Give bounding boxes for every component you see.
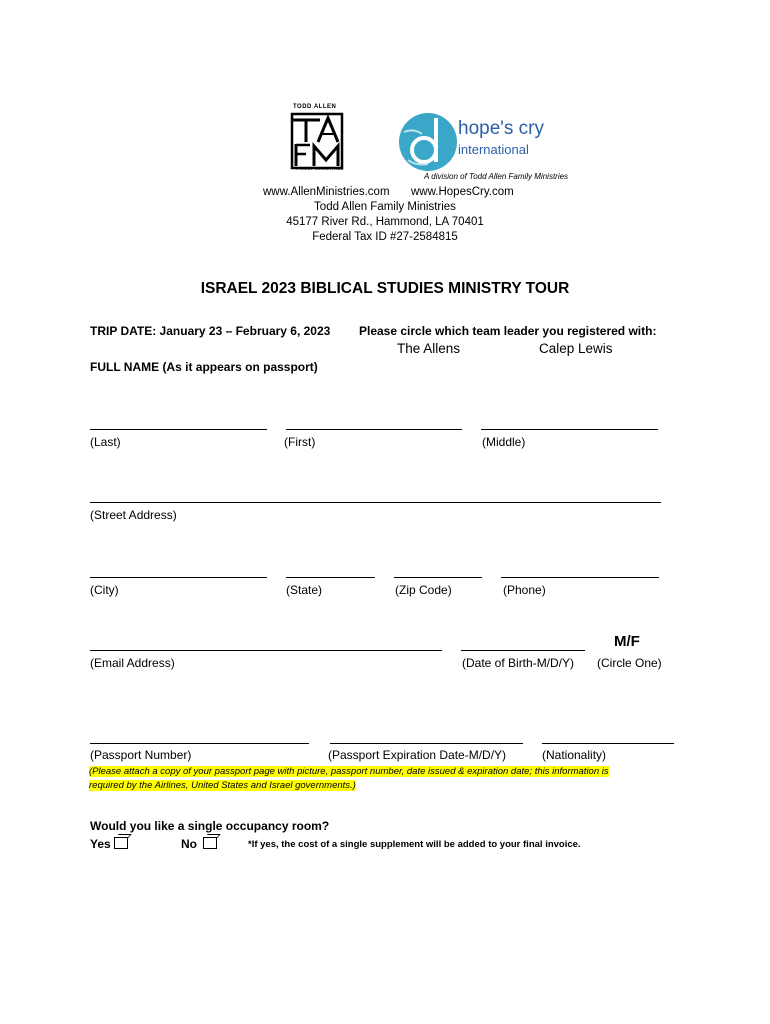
hopes-cry-name: hope's cry	[458, 118, 545, 139]
page-title: ISRAEL 2023 BIBLICAL STUDIES MINISTRY TOUR	[200, 280, 570, 297]
org-address: 45177 River Rd., Hammond, LA 70401	[286, 216, 484, 228]
city-label: (City)	[90, 583, 119, 597]
team-leader-prompt: Please circle which team leader you registered with:	[359, 324, 657, 338]
phone-field[interactable]	[501, 577, 659, 578]
full-name-label: FULL NAME (As it appears on passport)	[90, 360, 318, 374]
tafm-logo	[290, 108, 346, 174]
tafm-logo-bottom-text: FAMILY MINISTRIES	[296, 166, 344, 171]
email-label: (Email Address)	[90, 656, 175, 670]
date-of-birth-label: (Date of Birth-M/D/Y)	[462, 656, 575, 670]
passport-note-line-2: required by the Airlines, United States and Israel governments.)	[89, 780, 356, 791]
city-field[interactable]	[90, 577, 267, 578]
website-hopes-cry[interactable]: www.HopesCry.com	[411, 186, 514, 198]
passport-number-label: (Passport Number)	[90, 748, 192, 762]
last-name-label: (Last)	[90, 435, 121, 449]
date-of-birth-field[interactable]	[461, 650, 585, 651]
single-room-no-option[interactable]	[181, 837, 217, 851]
middle-name-field[interactable]	[481, 429, 658, 430]
first-name-field[interactable]	[286, 429, 462, 430]
phone-label: (Phone)	[503, 583, 546, 597]
hopes-cry-logo-mark	[394, 110, 464, 174]
street-address-field[interactable]	[90, 502, 661, 503]
single-room-no-label: No	[181, 837, 197, 851]
passport-note-line-1: (Please attach a copy of your passport page with picture, passport number, date issued & expiration date; this information is	[89, 766, 609, 777]
passport-number-field[interactable]	[90, 743, 309, 744]
passport-expiration-field[interactable]	[330, 743, 523, 744]
state-field[interactable]	[286, 577, 375, 578]
org-name: Todd Allen Family Ministries	[314, 201, 456, 213]
zip-code-label: (Zip Code)	[395, 583, 452, 597]
nationality-field[interactable]	[542, 743, 674, 744]
passport-expiration-label: (Passport Expiration Date-M/D/Y)	[328, 748, 507, 762]
sex-mf-option[interactable]: M/F	[614, 633, 640, 650]
division-tagline: A division of Todd Allen Family Ministries	[424, 172, 569, 181]
tax-id: Federal Tax ID #27-2584815	[312, 231, 458, 243]
single-room-yes-option[interactable]	[90, 837, 128, 851]
trip-date: TRIP DATE: January 23 – February 6, 2023	[90, 324, 331, 338]
circle-one-label: (Circle One)	[597, 656, 662, 670]
team-leader-option-allens[interactable]: The Allens	[397, 341, 461, 356]
middle-name-label: (Middle)	[482, 435, 526, 449]
checkbox-icon[interactable]	[203, 837, 217, 849]
state-label: (State)	[286, 583, 323, 597]
tafm-logo-top-text: TODD ALLEN	[293, 104, 337, 110]
hopes-cry-international: international	[458, 142, 529, 157]
single-room-yes-label: Yes	[90, 837, 111, 851]
team-leader-option-calep-lewis[interactable]: Calep Lewis	[539, 341, 613, 356]
single-supplement-note: *If yes, the cost of a single supplement will be added to your final invoice.	[248, 839, 581, 850]
email-field[interactable]	[90, 650, 442, 651]
street-address-label: (Street Address)	[90, 508, 177, 522]
zip-code-field[interactable]	[394, 577, 482, 578]
checkbox-icon[interactable]	[114, 837, 128, 849]
single-room-question: Would you like a single occupancy room?	[90, 819, 330, 833]
last-name-field[interactable]	[90, 429, 267, 430]
first-name-label: (First)	[284, 435, 316, 449]
passport-note	[89, 765, 609, 793]
nationality-label: (Nationality)	[542, 748, 607, 762]
website-allen-ministries[interactable]: www.AllenMinistries.com	[263, 186, 390, 198]
